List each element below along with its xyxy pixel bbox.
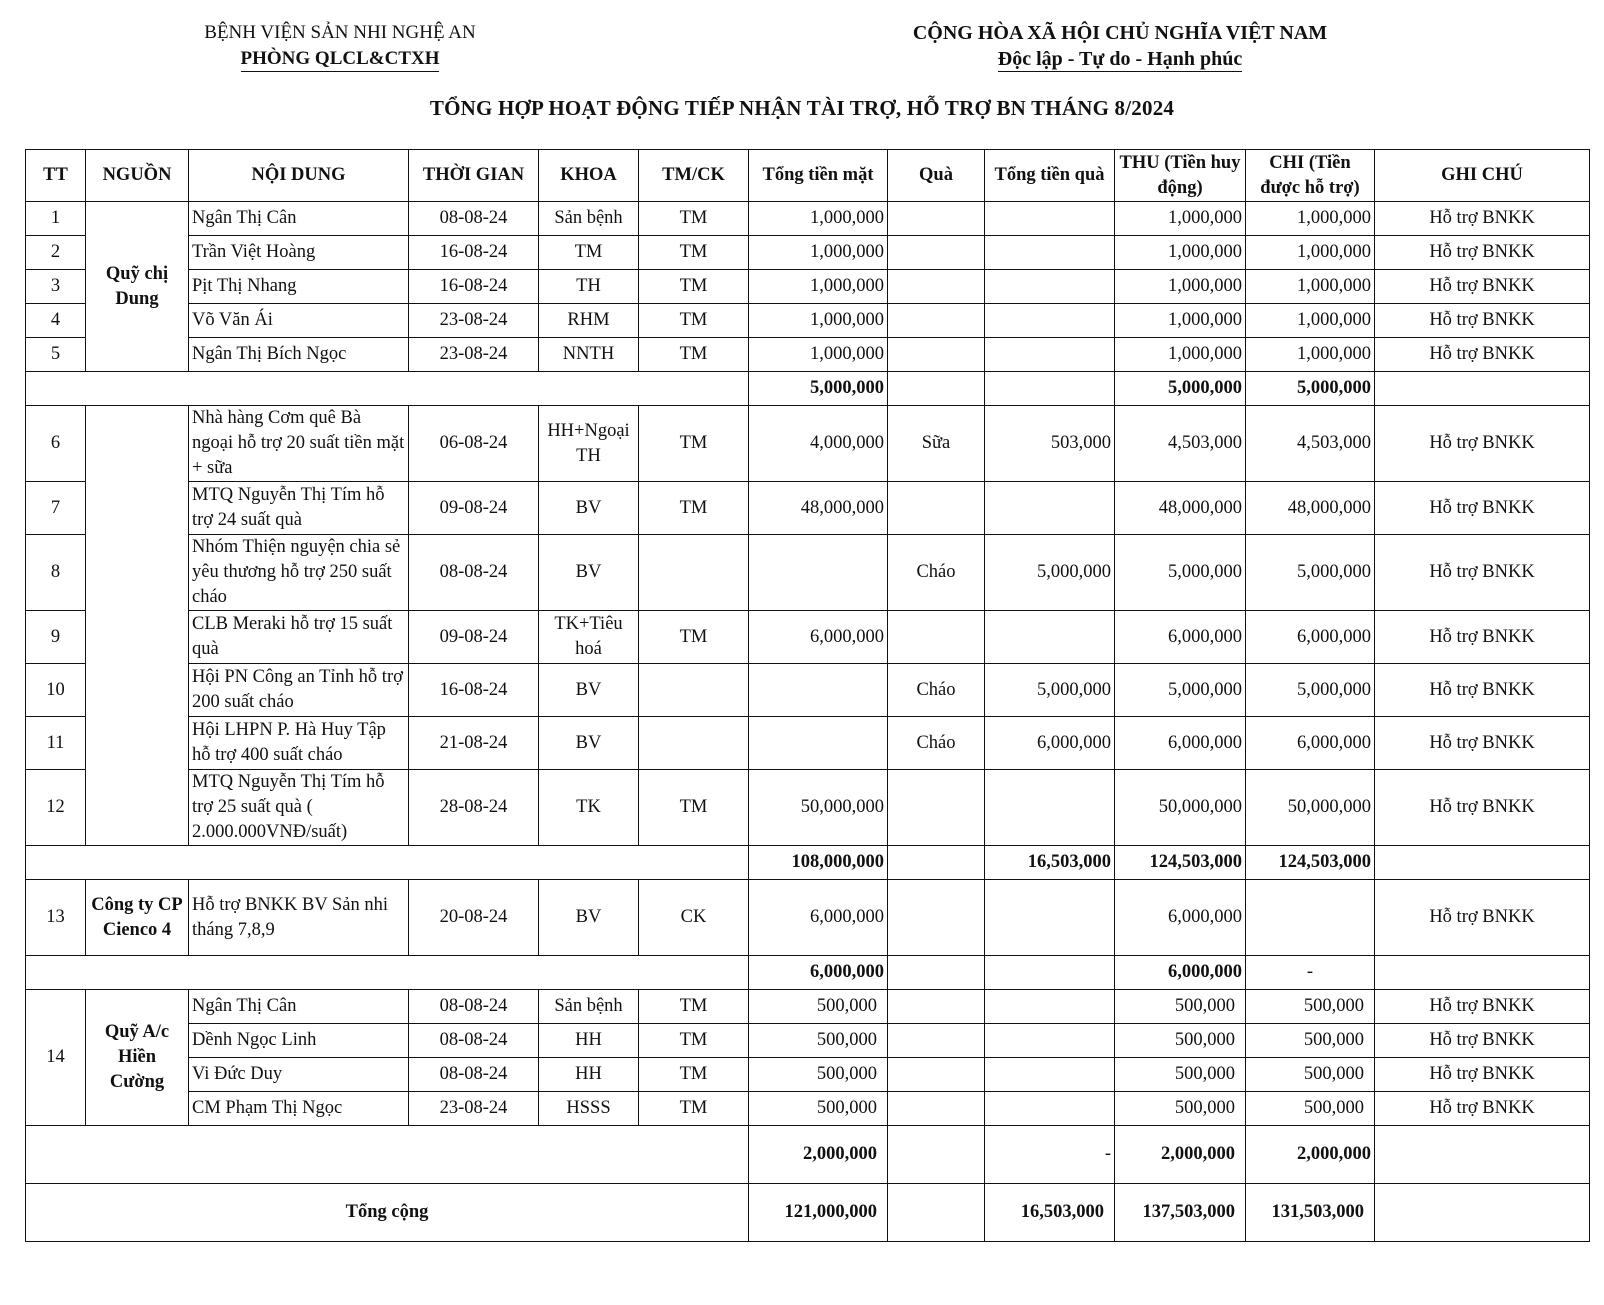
subtotal-tien-mat: 2,000,000	[749, 1126, 888, 1184]
table-row	[26, 611, 1590, 664]
cell-noi-dung: Hội PN Công an Tỉnh hỗ trợ 200 suất cháo	[189, 664, 409, 717]
table-row	[26, 270, 1590, 304]
subtotal-ghi-chu	[1375, 1126, 1590, 1184]
cell-tien-qua: 503,000	[985, 406, 1115, 482]
cell-tmck: TM	[639, 338, 749, 372]
cell-qua	[888, 236, 985, 270]
table-row	[26, 1024, 1590, 1058]
cell-noi-dung: MTQ Nguyễn Thị Tím hỗ trợ 25 suất quà ( 2.000.000VNĐ/suất)	[189, 770, 409, 846]
cell-thoi-gian: 23-08-24	[409, 338, 539, 372]
cell-noi-dung: Võ Văn Ái	[189, 304, 409, 338]
national-header	[860, 20, 1380, 72]
table-row	[26, 1092, 1590, 1126]
cell-khoa: HSSS	[539, 1092, 639, 1126]
cell-chi: 1,000,000	[1246, 202, 1375, 236]
table-row	[26, 1058, 1590, 1092]
cell-khoa: BV	[539, 664, 639, 717]
cell-tien-qua	[985, 482, 1115, 535]
cell-noi-dung: Hỗ trợ BNKK BV Sản nhi tháng 7,8,9	[189, 880, 409, 956]
col-thoi-gian: THỜI GIAN	[409, 150, 539, 202]
cell-tien-mat: 50,000,000	[749, 770, 888, 846]
subtotal-thu: 6,000,000	[1115, 956, 1246, 990]
subtotal-tien-qua: 16,503,000	[985, 846, 1115, 880]
cell-tien-qua	[985, 1058, 1115, 1092]
cell-noi-dung: Nhà hàng Cơm quê Bà ngoại hỗ trợ 20 suất tiền mặt + sữa	[189, 406, 409, 482]
cell-ghi-chu: Hỗ trợ BNKK	[1375, 304, 1590, 338]
cell-source: Quỹ chị Dung	[86, 202, 189, 372]
cell-tien-mat: 1,000,000	[749, 236, 888, 270]
cell-tt: 13	[26, 880, 86, 956]
cell-tien-qua	[985, 770, 1115, 846]
cell-thu: 5,000,000	[1115, 664, 1246, 717]
table-row	[26, 990, 1590, 1024]
cell-khoa: NNTH	[539, 338, 639, 372]
col-tmck: TM/CK	[639, 150, 749, 202]
cell-khoa: TM	[539, 236, 639, 270]
cell-tt: 5	[26, 338, 86, 372]
cell-tmck: TM	[639, 304, 749, 338]
cell-noi-dung: Vi Đức Duy	[189, 1058, 409, 1092]
cell-khoa: BV	[539, 535, 639, 611]
col-khoa: KHOA	[539, 150, 639, 202]
cell-tien-qua: 5,000,000	[985, 535, 1115, 611]
col-tong-tien-mat: Tổng tiền mặt	[749, 150, 888, 202]
subtotal-row	[26, 846, 1590, 880]
cell-chi: 1,000,000	[1246, 338, 1375, 372]
subtotal-tien-mat: 6,000,000	[749, 956, 888, 990]
cell-tien-mat	[749, 717, 888, 770]
col-chi: CHI (Tiền được hỗ trợ)	[1246, 150, 1375, 202]
cell-khoa: BV	[539, 717, 639, 770]
cell-tmck: TM	[639, 611, 749, 664]
subtotal-thu: 2,000,000	[1115, 1126, 1246, 1184]
cell-tien-qua	[985, 270, 1115, 304]
subtotal-thu: 5,000,000	[1115, 372, 1246, 406]
cell-thoi-gian: 08-08-24	[409, 202, 539, 236]
table-row	[26, 338, 1590, 372]
subtotal-ghi-chu	[1375, 372, 1590, 406]
cell-thoi-gian: 23-08-24	[409, 304, 539, 338]
cell-tt: 4	[26, 304, 86, 338]
cell-khoa: HH	[539, 1058, 639, 1092]
subtotal-row	[26, 1126, 1590, 1184]
cell-tt: 3	[26, 270, 86, 304]
cell-khoa: BV	[539, 880, 639, 956]
cell-ghi-chu: Hỗ trợ BNKK	[1375, 535, 1590, 611]
hospital-name: BỆNH VIỆN SẢN NHI NGHỆ AN	[204, 22, 476, 43]
hospital-header	[140, 20, 540, 72]
cell-chi: 4,503,000	[1246, 406, 1375, 482]
table-row	[26, 717, 1590, 770]
subtotal-qua	[888, 846, 985, 880]
document-title: TỔNG HỢP HOẠT ĐỘNG TIẾP NHẬN TÀI TRỢ, HỖ TRỢ BN THÁNG 8/2024	[429, 96, 1175, 120]
cell-khoa: BV	[539, 482, 639, 535]
cell-ghi-chu: Hỗ trợ BNKK	[1375, 338, 1590, 372]
cell-thoi-gian: 23-08-24	[409, 1092, 539, 1126]
cell-thu: 5,000,000	[1115, 535, 1246, 611]
cell-tien-qua	[985, 304, 1115, 338]
cell-chi: 48,000,000	[1246, 482, 1375, 535]
cell-tmck: TM	[639, 770, 749, 846]
cell-ghi-chu: Hỗ trợ BNKK	[1375, 482, 1590, 535]
cell-noi-dung: Hội LHPN P. Hà Huy Tập hỗ trợ 400 suất cháo	[189, 717, 409, 770]
sponsorship-table	[25, 149, 1590, 1242]
subtotal-label	[26, 372, 749, 406]
col-tong-tien-qua: Tổng tiền quà	[985, 150, 1115, 202]
col-noi-dung: NỘI DUNG	[189, 150, 409, 202]
cell-tt: 12	[26, 770, 86, 846]
cell-tien-mat: 1,000,000	[749, 202, 888, 236]
cell-thu: 1,000,000	[1115, 304, 1246, 338]
subtotal-ghi-chu	[1375, 956, 1590, 990]
cell-thoi-gian: 08-08-24	[409, 1058, 539, 1092]
cell-thoi-gian: 06-08-24	[409, 406, 539, 482]
cell-tt: 11	[26, 717, 86, 770]
cell-noi-dung: Ngân Thị Cân	[189, 990, 409, 1024]
subtotal-tien-qua: -	[985, 1126, 1115, 1184]
cell-thu: 500,000	[1115, 1092, 1246, 1126]
cell-tien-qua	[985, 236, 1115, 270]
cell-thu: 6,000,000	[1115, 880, 1246, 956]
cell-qua	[888, 270, 985, 304]
cell-tien-qua	[985, 1024, 1115, 1058]
cell-tmck: TM	[639, 236, 749, 270]
cell-noi-dung: CLB Meraki hỗ trợ 15 suất quà	[189, 611, 409, 664]
cell-qua	[888, 338, 985, 372]
cell-tien-qua: 5,000,000	[985, 664, 1115, 717]
cell-qua	[888, 880, 985, 956]
cell-ghi-chu: Hỗ trợ BNKK	[1375, 770, 1590, 846]
cell-thu: 50,000,000	[1115, 770, 1246, 846]
cell-thu: 1,000,000	[1115, 270, 1246, 304]
cell-chi	[1246, 880, 1375, 956]
col-tt: TT	[26, 150, 86, 202]
subtotal-thu: 124,503,000	[1115, 846, 1246, 880]
cell-thoi-gian: 20-08-24	[409, 880, 539, 956]
cell-noi-dung: Dềnh Ngọc Linh	[189, 1024, 409, 1058]
cell-khoa: HH+Ngoại TH	[539, 406, 639, 482]
subtotal-label	[26, 846, 749, 880]
subtotal-tien-mat: 5,000,000	[749, 372, 888, 406]
subtotal-qua	[888, 956, 985, 990]
cell-ghi-chu: Hỗ trợ BNKK	[1375, 664, 1590, 717]
grand-total-ghi-chu	[1375, 1184, 1590, 1242]
subtotal-tien-mat: 108,000,000	[749, 846, 888, 880]
cell-tien-mat: 500,000	[749, 990, 888, 1024]
subtotal-chi: 124,503,000	[1246, 846, 1375, 880]
cell-thoi-gian: 16-08-24	[409, 270, 539, 304]
cell-chi: 500,000	[1246, 990, 1375, 1024]
cell-tt: 8	[26, 535, 86, 611]
cell-thoi-gian: 08-08-24	[409, 1024, 539, 1058]
cell-qua	[888, 1024, 985, 1058]
cell-thoi-gian: 08-08-24	[409, 990, 539, 1024]
cell-tien-qua	[985, 338, 1115, 372]
cell-tmck	[639, 717, 749, 770]
cell-source: Quỹ A/c Hiền Cường	[86, 990, 189, 1126]
cell-thu: 4,503,000	[1115, 406, 1246, 482]
cell-thu: 48,000,000	[1115, 482, 1246, 535]
cell-tien-mat: 4,000,000	[749, 406, 888, 482]
cell-thoi-gian: 09-08-24	[409, 611, 539, 664]
subtotal-qua	[888, 1126, 985, 1184]
national-motto: Độc lập - Tự do - Hạnh phúc	[997, 48, 1243, 70]
cell-thoi-gian: 16-08-24	[409, 664, 539, 717]
cell-chi: 50,000,000	[1246, 770, 1375, 846]
cell-tmck: TM	[639, 406, 749, 482]
cell-tt: 1	[26, 202, 86, 236]
cell-tien-mat: 1,000,000	[749, 338, 888, 372]
cell-khoa: RHM	[539, 304, 639, 338]
cell-tien-qua	[985, 990, 1115, 1024]
cell-ghi-chu: Hỗ trợ BNKK	[1375, 236, 1590, 270]
cell-source	[86, 406, 189, 846]
table-header-row	[26, 150, 1590, 202]
cell-tmck	[639, 535, 749, 611]
cell-tmck: TM	[639, 1058, 749, 1092]
cell-khoa: TH	[539, 270, 639, 304]
cell-chi: 500,000	[1246, 1092, 1375, 1126]
cell-qua	[888, 770, 985, 846]
cell-chi: 1,000,000	[1246, 270, 1375, 304]
cell-khoa: HH	[539, 1024, 639, 1058]
cell-tt: 6	[26, 406, 86, 482]
cell-qua	[888, 482, 985, 535]
cell-noi-dung: CM Phạm Thị Ngọc	[189, 1092, 409, 1126]
cell-tien-mat: 6,000,000	[749, 880, 888, 956]
cell-tien-qua: 6,000,000	[985, 717, 1115, 770]
cell-ghi-chu: Hỗ trợ BNKK	[1375, 1024, 1590, 1058]
subtotal-tien-qua	[985, 372, 1115, 406]
cell-tt: 14	[26, 990, 86, 1126]
cell-tt: 2	[26, 236, 86, 270]
table-row	[26, 406, 1590, 482]
cell-chi: 5,000,000	[1246, 664, 1375, 717]
subtotal-chi: 5,000,000	[1246, 372, 1375, 406]
cell-tien-qua	[985, 611, 1115, 664]
cell-tien-mat: 500,000	[749, 1024, 888, 1058]
table-row	[26, 770, 1590, 846]
grand-total-tien-mat: 121,000,000	[749, 1184, 888, 1242]
grand-total-qua	[888, 1184, 985, 1242]
cell-noi-dung: Pịt Thị Nhang	[189, 270, 409, 304]
cell-qua	[888, 304, 985, 338]
cell-qua	[888, 1058, 985, 1092]
cell-qua	[888, 202, 985, 236]
cell-tien-mat: 6,000,000	[749, 611, 888, 664]
cell-source: Công ty CP Cienco 4	[86, 880, 189, 956]
cell-tmck: CK	[639, 880, 749, 956]
cell-noi-dung: Trần Việt Hoàng	[189, 236, 409, 270]
table-row	[26, 304, 1590, 338]
cell-tien-mat	[749, 664, 888, 717]
cell-ghi-chu: Hỗ trợ BNKK	[1375, 611, 1590, 664]
cell-tien-qua	[985, 202, 1115, 236]
cell-qua: Sữa	[888, 406, 985, 482]
cell-tien-qua	[985, 1092, 1115, 1126]
cell-tien-mat: 500,000	[749, 1092, 888, 1126]
grand-total-row	[26, 1184, 1590, 1242]
cell-tt: 9	[26, 611, 86, 664]
cell-thu: 1,000,000	[1115, 202, 1246, 236]
cell-qua: Cháo	[888, 664, 985, 717]
cell-qua	[888, 990, 985, 1024]
cell-thu: 500,000	[1115, 1024, 1246, 1058]
col-thu: THU (Tiền huy động)	[1115, 150, 1246, 202]
cell-ghi-chu: Hỗ trợ BNKK	[1375, 270, 1590, 304]
cell-ghi-chu: Hỗ trợ BNKK	[1375, 880, 1590, 956]
cell-khoa: TK+Tiêu hoá	[539, 611, 639, 664]
subtotal-label	[26, 1126, 749, 1184]
subtotal-row	[26, 956, 1590, 990]
cell-noi-dung: Ngân Thị Bích Ngọc	[189, 338, 409, 372]
cell-ghi-chu: Hỗ trợ BNKK	[1375, 406, 1590, 482]
cell-tt: 10	[26, 664, 86, 717]
cell-khoa: Sản bệnh	[539, 990, 639, 1024]
subtotal-chi: -	[1246, 956, 1375, 990]
cell-noi-dung: Nhóm Thiện nguyện chia sẻ yêu thương hỗ trợ 250 suất cháo	[189, 535, 409, 611]
cell-thu: 1,000,000	[1115, 338, 1246, 372]
national-title: CỘNG HÒA XÃ HỘI CHỦ NGHĨA VIỆT NAM	[912, 22, 1328, 44]
cell-tien-mat: 48,000,000	[749, 482, 888, 535]
cell-khoa: Sản bệnh	[539, 202, 639, 236]
cell-noi-dung: Ngân Thị Cân	[189, 202, 409, 236]
cell-ghi-chu: Hỗ trợ BNKK	[1375, 717, 1590, 770]
cell-tmck: TM	[639, 1092, 749, 1126]
cell-tien-mat	[749, 535, 888, 611]
table-row	[26, 664, 1590, 717]
cell-qua	[888, 611, 985, 664]
cell-tmck: TM	[639, 990, 749, 1024]
cell-thu: 6,000,000	[1115, 611, 1246, 664]
cell-thu: 500,000	[1115, 1058, 1246, 1092]
table-row	[26, 535, 1590, 611]
cell-khoa: TK	[539, 770, 639, 846]
cell-thu: 6,000,000	[1115, 717, 1246, 770]
cell-ghi-chu: Hỗ trợ BNKK	[1375, 1092, 1590, 1126]
cell-tmck	[639, 664, 749, 717]
cell-thoi-gian: 09-08-24	[409, 482, 539, 535]
cell-qua	[888, 1092, 985, 1126]
cell-thu: 1,000,000	[1115, 236, 1246, 270]
table-row	[26, 482, 1590, 535]
cell-thoi-gian: 08-08-24	[409, 535, 539, 611]
cell-tmck: TM	[639, 270, 749, 304]
cell-ghi-chu: Hỗ trợ BNKK	[1375, 990, 1590, 1024]
cell-ghi-chu: Hỗ trợ BNKK	[1375, 202, 1590, 236]
col-ghi-chu: GHI CHÚ	[1375, 150, 1590, 202]
cell-thoi-gian: 16-08-24	[409, 236, 539, 270]
cell-chi: 1,000,000	[1246, 304, 1375, 338]
cell-qua: Cháo	[888, 717, 985, 770]
col-qua: Quà	[888, 150, 985, 202]
col-nguon: NGUỒN	[86, 150, 189, 202]
department-name: PHÒNG QLCL&CTXH	[140, 46, 540, 72]
cell-chi: 500,000	[1246, 1058, 1375, 1092]
subtotal-tien-qua	[985, 956, 1115, 990]
cell-thu: 500,000	[1115, 990, 1246, 1024]
subtotal-row	[26, 372, 1590, 406]
cell-tmck: TM	[639, 482, 749, 535]
cell-chi: 5,000,000	[1246, 535, 1375, 611]
table-row	[26, 202, 1590, 236]
subtotal-qua	[888, 372, 985, 406]
cell-tmck: TM	[639, 202, 749, 236]
grand-total-tien-qua: 16,503,000	[985, 1184, 1115, 1242]
cell-tmck: TM	[639, 1024, 749, 1058]
grand-total-chi: 131,503,000	[1246, 1184, 1375, 1242]
table-row	[26, 236, 1590, 270]
subtotal-label	[26, 956, 749, 990]
cell-chi: 500,000	[1246, 1024, 1375, 1058]
cell-tien-mat: 1,000,000	[749, 270, 888, 304]
subtotal-chi: 2,000,000	[1246, 1126, 1375, 1184]
cell-thoi-gian: 21-08-24	[409, 717, 539, 770]
cell-tien-mat: 1,000,000	[749, 304, 888, 338]
cell-chi: 6,000,000	[1246, 611, 1375, 664]
subtotal-ghi-chu	[1375, 846, 1590, 880]
cell-tien-mat: 500,000	[749, 1058, 888, 1092]
cell-tien-qua	[985, 880, 1115, 956]
cell-ghi-chu: Hỗ trợ BNKK	[1375, 1058, 1590, 1092]
grand-total-label: Tổng cộng	[26, 1184, 749, 1242]
grand-total-thu: 137,503,000	[1115, 1184, 1246, 1242]
cell-chi: 1,000,000	[1246, 236, 1375, 270]
cell-chi: 6,000,000	[1246, 717, 1375, 770]
cell-noi-dung: MTQ Nguyễn Thị Tím hỗ trợ 24 suất quà	[189, 482, 409, 535]
cell-tt: 7	[26, 482, 86, 535]
table-row	[26, 880, 1590, 956]
cell-thoi-gian: 28-08-24	[409, 770, 539, 846]
cell-qua: Cháo	[888, 535, 985, 611]
